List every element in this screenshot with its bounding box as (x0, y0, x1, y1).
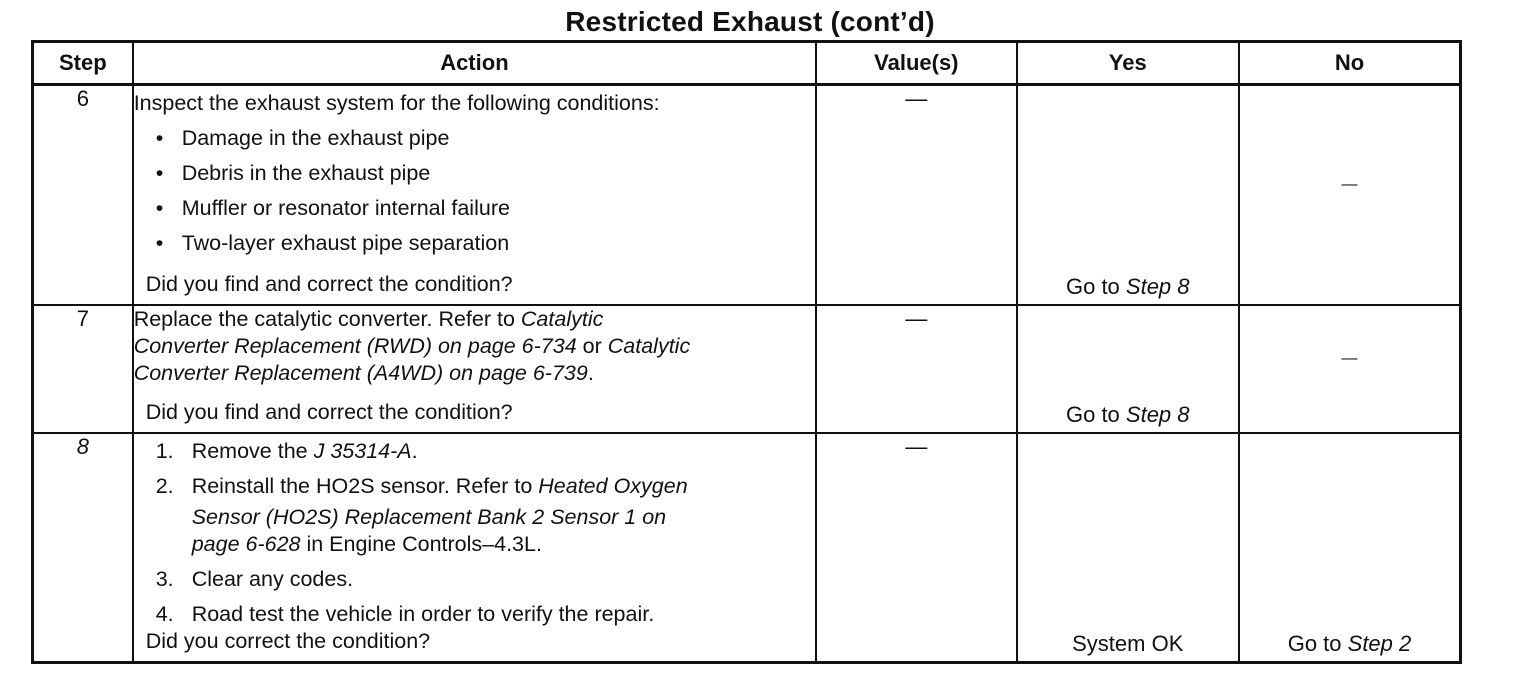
header-step: Step (33, 42, 133, 85)
header-no: No (1239, 42, 1461, 85)
item-text: Clear any codes. (191, 567, 354, 591)
step-number: 6 (33, 85, 133, 306)
goto-prefix: Go to (1287, 631, 1348, 656)
reference-link: Catalytic (607, 334, 691, 358)
bullet-icon: • (155, 231, 164, 255)
step-number: 7 (33, 305, 133, 433)
value-cell (816, 433, 1016, 663)
yes-goto (1018, 274, 1238, 300)
header-action: Action (133, 42, 816, 85)
yes-result: System OK (1072, 631, 1184, 656)
bullet-text: Debris in the exhaust pipe (181, 161, 431, 185)
bullet-icon: • (155, 161, 164, 185)
numbered-item-continuation (134, 531, 815, 558)
action-line (134, 360, 815, 387)
value-dash: — (905, 306, 928, 331)
page-title: Restricted Exhaust (cont’d) (565, 6, 935, 37)
bullet-text: Damage in the exhaust pipe (181, 126, 450, 150)
item-text: in Engine Controls–4.3L. (300, 532, 542, 556)
step-link: Step 8 (1125, 274, 1190, 299)
header-row (33, 42, 1461, 85)
bullet-item (134, 156, 815, 191)
action-question: Did you correct the condition? (145, 629, 431, 653)
action-line (134, 333, 815, 360)
action-cell (133, 85, 816, 306)
value-cell (816, 305, 1016, 433)
yes-cell (1017, 85, 1239, 306)
item-text: Road test the vehicle in order to verify the repair. (191, 602, 655, 626)
action-intro: Inspect the exhaust system for the following conditions: (133, 91, 660, 115)
reference-link: Sensor (HO2S) Replacement Bank 2 Sensor 1 on (191, 505, 667, 529)
value-cell (816, 85, 1016, 306)
action-text: or (576, 334, 608, 358)
goto-prefix: Go to (1065, 274, 1126, 299)
table-row-step-7 (33, 305, 1461, 433)
header-yes: Yes (1017, 42, 1239, 85)
step-link: Step 8 (1125, 402, 1190, 427)
action-text: . (587, 361, 594, 385)
reference-link: page 6-628 (191, 532, 301, 556)
action-text: Replace the catalytic converter. Refer to (133, 307, 521, 331)
no-goto (1240, 631, 1459, 657)
value-dash: — (905, 434, 928, 459)
no-dash: — (1341, 350, 1358, 367)
bullet-item (134, 121, 815, 156)
yes-goto (1018, 402, 1238, 428)
bullet-text: Muffler or resonator internal failure (181, 196, 510, 220)
action-line (134, 306, 815, 333)
item-number: 2. (155, 474, 174, 498)
numbered-item (134, 469, 815, 504)
table-row-step-8 (33, 433, 1461, 663)
numbered-item (134, 434, 815, 469)
action-question: Did you find and correct the condition? (145, 272, 513, 296)
yes-cell (1017, 433, 1239, 663)
bullet-item (134, 191, 815, 226)
item-text: Remove the (191, 439, 314, 463)
no-cell (1239, 305, 1461, 433)
tool-reference: J 35314-A (313, 439, 412, 463)
no-cell (1239, 85, 1461, 306)
reference-link: Converter Replacement (A4WD) on page 6-739 (133, 361, 588, 385)
yes-cell (1017, 305, 1239, 433)
item-text: . (411, 439, 418, 463)
bullet-text: Two-layer exhaust pipe separation (181, 231, 510, 255)
table-row-step-6 (33, 85, 1461, 306)
numbered-item-continuation (134, 504, 815, 531)
reference-link: Converter Replacement (RWD) on page 6-734 (133, 334, 577, 358)
no-cell (1239, 433, 1461, 663)
action-cell (133, 305, 816, 433)
header-values: Value(s) (816, 42, 1016, 85)
step-number: 8 (33, 433, 133, 663)
reference-link: Heated Oxygen (538, 474, 688, 498)
step-link: Step 2 (1347, 631, 1412, 656)
item-number: 1. (155, 439, 174, 463)
action-cell (133, 433, 816, 663)
goto-prefix: Go to (1065, 402, 1126, 427)
item-text: Reinstall the HO2S sensor. Refer to (191, 474, 539, 498)
reference-link: Catalytic (520, 307, 604, 331)
bullet-icon: • (155, 126, 164, 150)
item-number: 3. (155, 567, 174, 591)
item-number: 4. (155, 602, 174, 626)
action-question: Did you find and correct the condition? (145, 400, 513, 424)
bullet-item (134, 226, 815, 261)
diagnostic-table (31, 40, 1462, 664)
bullet-icon: • (155, 196, 164, 220)
value-dash: — (905, 86, 928, 111)
no-dash: — (1341, 176, 1358, 193)
numbered-item (134, 562, 815, 597)
